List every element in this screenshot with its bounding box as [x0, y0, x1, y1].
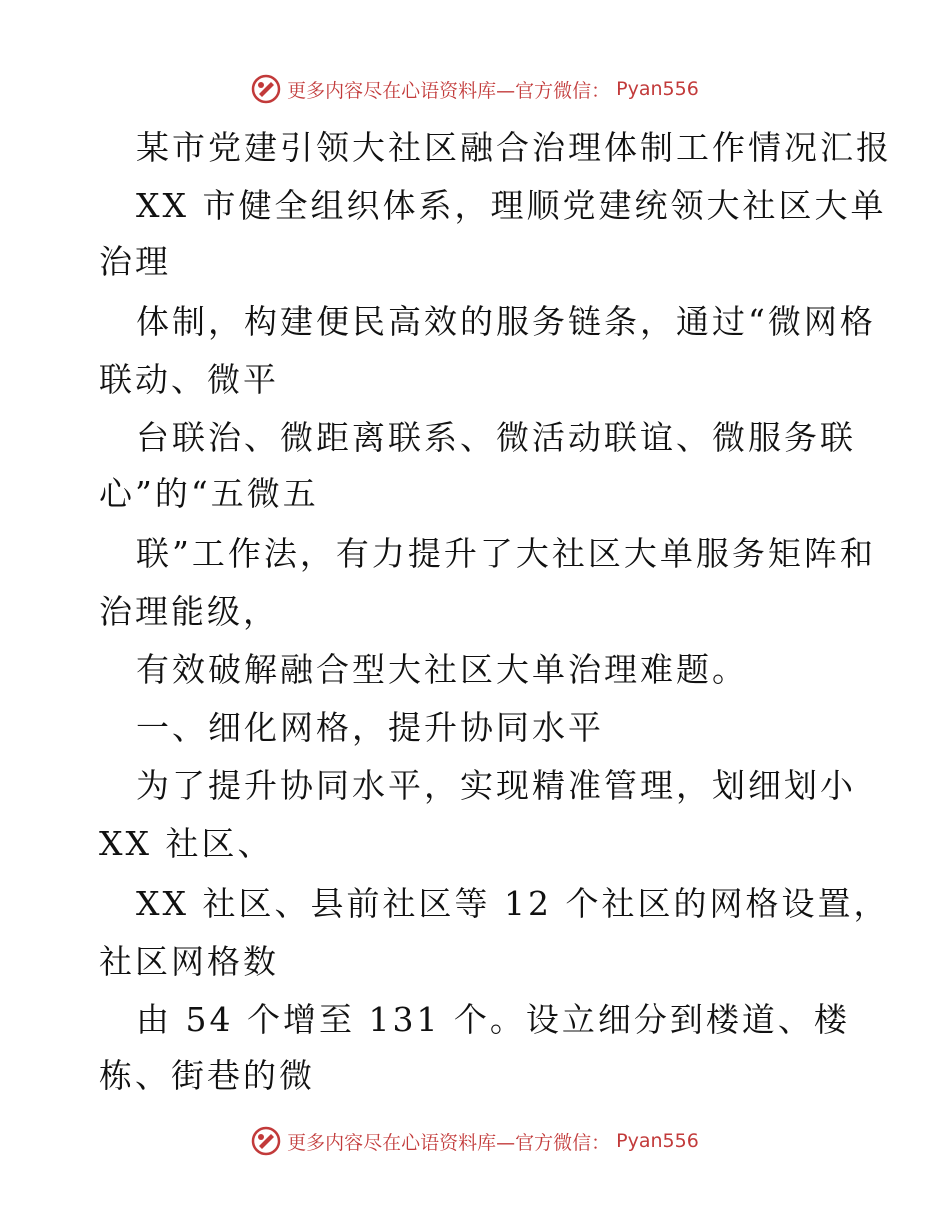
text-line: 治理: [99, 242, 171, 281]
watermark-handle: Pyan556: [616, 1130, 699, 1152]
watermark-text: 更多内容尽在心语资料库—官方微信：: [287, 1131, 611, 1154]
text-line: XX 社区、: [99, 824, 274, 863]
text-line: XX 社区、县前社区等 12 个社区的网格设置，: [136, 884, 890, 923]
text-line: 由 54 个增至 131 个。设立细分到楼道、楼: [136, 1000, 850, 1039]
text-line: 为了提升协同水平，实现精准管理，划细划小: [136, 766, 856, 805]
text-line: 联动、微平: [99, 360, 279, 399]
section-heading: 一、细化网格，提升协同水平: [136, 708, 604, 747]
text-line: 栋、街巷的微: [99, 1056, 315, 1095]
text-line: 体制，构建便民高效的服务链条，通过“微网格: [136, 302, 876, 341]
document-title: 某市党建引领大社区融合治理体制工作情况汇报: [136, 128, 892, 167]
text-line: XX 市健全组织体系，理顺党建统领大社区大单: [136, 186, 887, 225]
watermark-logo-icon: [251, 1126, 281, 1156]
text-line: 有效破解融合型大社区大单治理难题。: [136, 650, 748, 689]
watermark-header: [0, 72, 950, 106]
text-line: 社区网格数: [99, 942, 279, 981]
watermark-footer: [0, 1124, 950, 1158]
text-line: 台联治、微距离联系、微活动联谊、微服务联: [136, 418, 856, 457]
watermark-logo-icon: [251, 74, 281, 104]
watermark-text: 更多内容尽在心语资料库—官方微信：: [287, 79, 611, 102]
text-line: 联”工作法，有力提升了大社区大单服务矩阵和: [136, 534, 876, 573]
text-line: 心”的“五微五: [99, 474, 319, 513]
text-line: 治理能级，: [99, 592, 279, 631]
watermark-handle: Pyan556: [616, 78, 699, 100]
